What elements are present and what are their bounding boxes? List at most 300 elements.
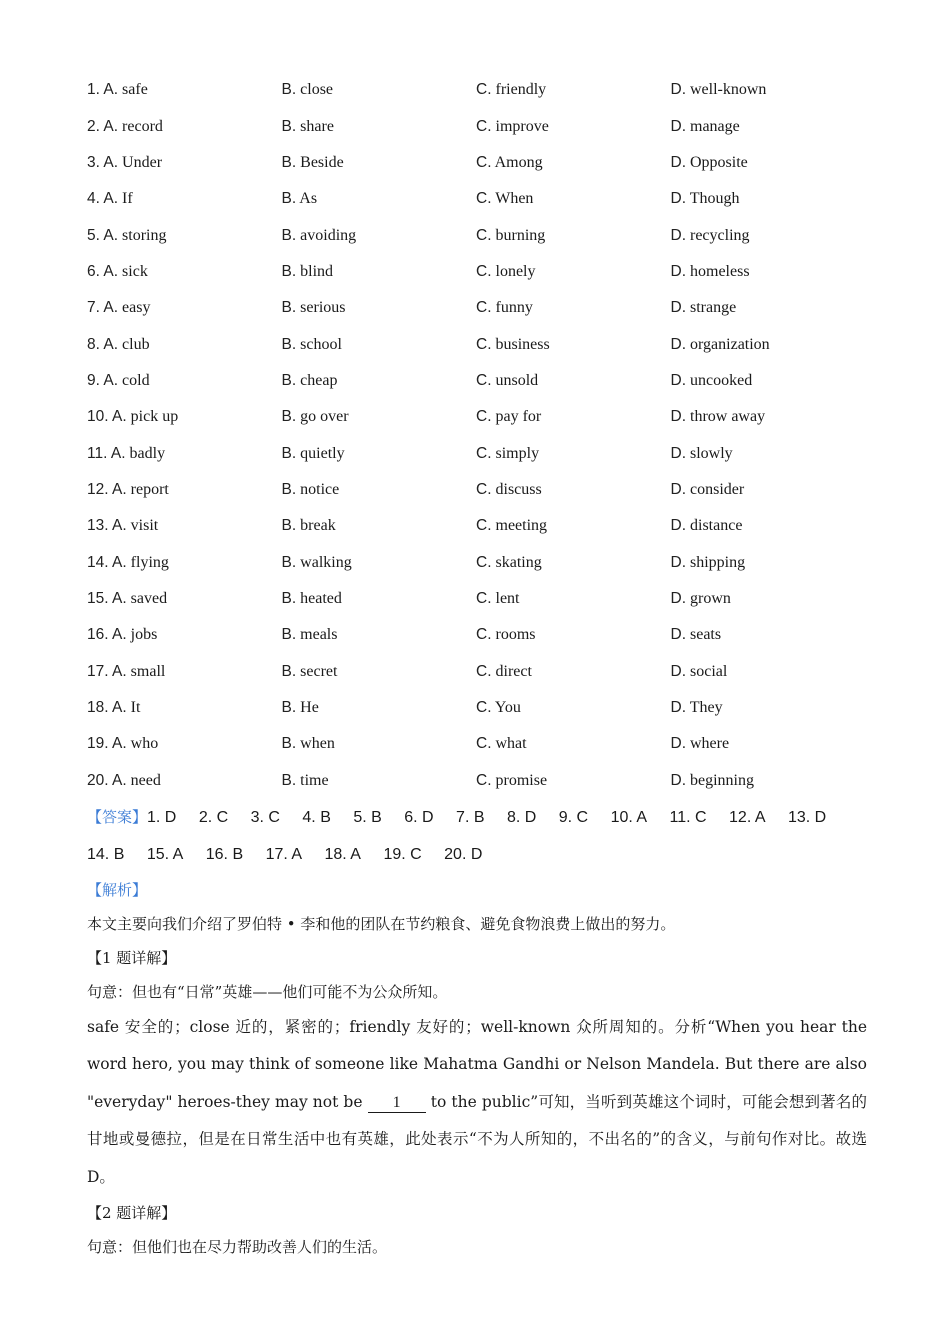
option-label — [282, 372, 297, 389]
option-text: simply — [495, 444, 540, 462]
option-b — [282, 81, 477, 99]
option-label — [476, 118, 492, 135]
option-a — [87, 735, 282, 753]
option-b — [282, 517, 477, 535]
option-letter: A. — [103, 226, 119, 244]
option-letter: D. — [670, 81, 686, 99]
answer-item: 20. D — [444, 845, 483, 863]
option-letter: A. — [112, 699, 127, 717]
option-letter: A. — [103, 335, 119, 353]
answer-item: 3. C — [250, 808, 280, 826]
option-d — [671, 590, 866, 608]
option-text: notice — [300, 480, 340, 498]
option-text: visit — [130, 517, 159, 535]
option-c — [476, 445, 671, 463]
option-label — [282, 227, 297, 244]
option-text: small — [130, 662, 166, 680]
option-label — [476, 372, 492, 389]
question-number: 1. — [87, 81, 100, 99]
answer-section — [87, 799, 867, 873]
option-text: school — [300, 335, 342, 353]
option-text: lent — [495, 589, 520, 607]
option-text: report — [130, 480, 169, 498]
option-c — [476, 735, 671, 753]
option-letter: D. — [670, 371, 686, 389]
option-row — [87, 326, 867, 362]
option-letter: A. — [112, 408, 127, 426]
option-letter: D. — [670, 553, 686, 571]
answer-item: 7. B — [456, 808, 485, 826]
answer-item: 19. C — [383, 845, 422, 863]
option-letter: A. — [103, 262, 119, 280]
option-row — [87, 363, 867, 399]
option-text: blind — [300, 262, 334, 280]
option-label — [282, 699, 297, 716]
answer-item: 9. C — [558, 808, 589, 826]
option-letter: D. — [670, 589, 686, 607]
question-number: 3. — [87, 153, 100, 171]
option-label — [476, 263, 492, 280]
option-d — [671, 663, 866, 681]
option-label — [476, 81, 492, 98]
option-text: time — [300, 771, 329, 789]
q1-detail-tag: 【1 题详解】 — [87, 948, 177, 967]
option-label — [282, 299, 297, 316]
option-label — [671, 154, 687, 171]
option-letter: A. — [103, 153, 119, 171]
answer-item: 12. A — [729, 808, 766, 826]
option-text: club — [122, 335, 150, 353]
option-label — [476, 772, 492, 789]
option-label — [671, 663, 687, 680]
option-letter: B. — [281, 589, 297, 607]
option-label — [87, 190, 118, 207]
option-text: When — [495, 190, 534, 208]
option-label — [671, 81, 687, 98]
option-a — [87, 118, 282, 136]
option-label — [476, 154, 492, 171]
option-letter: C. — [476, 335, 492, 353]
option-letter: A. — [110, 444, 126, 462]
option-letter: C. — [476, 299, 492, 317]
option-c — [476, 626, 671, 644]
option-label — [87, 336, 118, 353]
analysis-summary: 本文主要向我们介绍了罗伯特 • 李和他的团队在节约粮食、避免食物浪费上做出的努力。 — [87, 914, 676, 933]
option-label — [671, 517, 687, 534]
option-letter: D. — [670, 408, 686, 426]
question-number: 18. — [87, 699, 109, 717]
option-letter: D. — [670, 117, 686, 135]
option-d — [671, 118, 866, 136]
option-a — [87, 190, 282, 208]
option-d — [671, 408, 866, 426]
option-letter: A. — [103, 371, 119, 389]
option-c — [476, 590, 671, 608]
option-letter: C. — [476, 589, 492, 607]
option-text: recycling — [690, 226, 750, 244]
option-text: easy — [122, 299, 151, 317]
option-letter: B. — [281, 444, 297, 462]
option-c — [476, 263, 671, 281]
option-label — [282, 445, 297, 462]
option-letter: B. — [281, 299, 297, 317]
answer-item: 1. D — [147, 808, 177, 826]
option-label — [87, 154, 118, 171]
option-text: shipping — [690, 553, 746, 571]
option-text: badly — [129, 444, 166, 462]
option-label — [87, 590, 127, 607]
option-d — [671, 336, 866, 354]
option-letter: C. — [476, 117, 492, 135]
option-d — [671, 372, 866, 390]
option-label — [282, 735, 297, 752]
option-row — [87, 763, 867, 799]
option-label — [282, 772, 297, 789]
option-text: pick up — [130, 408, 179, 426]
option-a — [87, 554, 282, 572]
option-label — [282, 517, 297, 534]
answer-item: 4. B — [302, 808, 331, 826]
option-text: saved — [130, 589, 168, 607]
option-text: consider — [690, 480, 745, 498]
option-b — [282, 190, 477, 208]
option-a — [87, 299, 282, 317]
option-label — [87, 263, 118, 280]
option-text: direct — [495, 662, 532, 680]
option-text: cold — [122, 371, 150, 389]
option-c — [476, 227, 671, 245]
option-text: what — [495, 735, 527, 753]
answer-item: 14. B — [87, 845, 125, 863]
option-b — [282, 372, 477, 390]
option-text: burning — [495, 226, 546, 244]
option-d — [671, 517, 866, 535]
option-label — [282, 81, 297, 98]
option-letter: B. — [281, 408, 297, 426]
option-letter: C. — [476, 226, 492, 244]
option-c — [476, 517, 671, 535]
question-number: 4. — [87, 190, 100, 208]
option-b — [282, 299, 477, 317]
option-label — [87, 118, 118, 135]
option-text: cheap — [300, 371, 338, 389]
option-b — [282, 663, 477, 681]
option-letter: D. — [670, 517, 686, 535]
option-text: As — [299, 190, 318, 208]
option-letter: B. — [281, 262, 297, 280]
option-c — [476, 336, 671, 354]
options-list — [87, 72, 867, 799]
option-a — [87, 372, 282, 390]
option-text: organization — [690, 335, 770, 353]
option-row — [87, 654, 867, 690]
option-b — [282, 590, 477, 608]
option-letter: D. — [670, 699, 686, 717]
option-letter: C. — [476, 662, 492, 680]
option-row — [87, 290, 867, 326]
question-number: 20. — [87, 771, 109, 789]
option-letter: B. — [281, 190, 297, 208]
option-text: jobs — [130, 626, 158, 644]
option-text: Opposite — [690, 153, 748, 171]
option-letter: B. — [281, 371, 297, 389]
option-label — [476, 299, 492, 316]
option-letter: B. — [281, 517, 297, 535]
option-label — [282, 590, 297, 607]
option-letter: A. — [112, 517, 127, 535]
option-label — [87, 299, 118, 316]
option-label — [87, 372, 118, 389]
option-row — [87, 254, 867, 290]
option-label — [476, 190, 492, 207]
option-label — [87, 735, 127, 752]
option-b — [282, 699, 477, 717]
option-c — [476, 481, 671, 499]
option-text: distance — [690, 517, 743, 535]
option-letter: C. — [476, 480, 492, 498]
option-letter: B. — [281, 335, 297, 353]
option-text: funny — [495, 299, 533, 317]
option-letter: B. — [281, 553, 297, 571]
option-letter: B. — [281, 735, 297, 753]
answer-item: 5. B — [353, 808, 382, 826]
option-text: improve — [495, 117, 549, 135]
option-text: avoiding — [300, 226, 357, 244]
option-a — [87, 227, 282, 245]
option-label — [87, 517, 127, 534]
option-letter: B. — [281, 480, 297, 498]
option-label — [671, 299, 687, 316]
option-letter: D. — [670, 190, 686, 208]
option-label — [476, 336, 492, 353]
option-text: meeting — [495, 517, 548, 535]
option-text: discuss — [495, 480, 542, 498]
option-label — [671, 408, 687, 425]
option-letter: D. — [670, 735, 686, 753]
q1-sentence: 句意：但也有“日常”英雄——他们可能不为公众所知。 — [87, 982, 448, 1001]
option-d — [671, 445, 866, 463]
option-text: go over — [300, 408, 349, 426]
option-label — [476, 735, 492, 752]
option-c — [476, 663, 671, 681]
option-c — [476, 554, 671, 572]
option-text: meals — [300, 626, 338, 644]
option-letter: B. — [281, 81, 297, 99]
option-label — [87, 699, 127, 716]
option-letter: A. — [103, 299, 119, 317]
option-letter: D. — [670, 626, 686, 644]
answer-item: 6. D — [404, 808, 434, 826]
option-text: secret — [300, 662, 338, 680]
option-text: strange — [690, 299, 737, 317]
question-number: 13. — [87, 517, 109, 535]
option-row — [87, 72, 867, 108]
answer-items — [87, 809, 844, 863]
option-text: business — [495, 335, 550, 353]
option-text: serious — [300, 299, 346, 317]
q2-detail-tag: 【2 题详解】 — [87, 1204, 177, 1223]
option-b — [282, 154, 477, 172]
option-c — [476, 408, 671, 426]
option-letter: C. — [476, 553, 492, 571]
option-text: Among — [494, 153, 543, 171]
option-text: homeless — [690, 262, 750, 280]
option-label — [282, 336, 297, 353]
option-letter: B. — [281, 626, 297, 644]
option-text: rooms — [495, 626, 536, 644]
option-d — [671, 554, 866, 572]
option-row — [87, 617, 867, 653]
option-c — [476, 772, 671, 790]
option-letter: D. — [670, 226, 686, 244]
option-letter: A. — [112, 553, 127, 571]
answer-item: 8. D — [506, 808, 537, 826]
option-b — [282, 554, 477, 572]
q1-explain-part1: safe 安全的；close 近的，紧密的；friendly 友好的；well-known 众所周知的。分析“When you hear the word hero, you may think of someone like Mahatma Gandhi or Nelson Mandela. But there are also "everyday" heroes-they may not be — [87, 1017, 867, 1111]
option-d — [671, 190, 866, 208]
answer-item: 10. A — [610, 808, 648, 826]
option-a — [87, 590, 282, 608]
option-row — [87, 181, 867, 217]
option-a — [87, 699, 282, 717]
option-text: close — [300, 81, 334, 99]
option-label — [476, 517, 492, 534]
option-row — [87, 508, 867, 544]
option-letter: C. — [476, 626, 492, 644]
option-row — [87, 399, 867, 435]
option-text: need — [130, 771, 161, 789]
option-letter: D. — [670, 771, 686, 789]
option-label — [282, 154, 297, 171]
option-letter: D. — [670, 262, 686, 280]
option-b — [282, 227, 477, 245]
option-letter: A. — [112, 771, 127, 789]
option-letter: D. — [670, 299, 686, 317]
option-label — [87, 408, 127, 425]
question-number: 15. — [87, 589, 109, 607]
answer-tag: 【答案】 — [87, 807, 148, 826]
option-label — [671, 227, 687, 244]
answer-item: 11. C — [669, 808, 707, 826]
option-text: friendly — [495, 81, 547, 99]
option-letter: A. — [103, 81, 119, 99]
option-a — [87, 445, 282, 463]
option-label — [282, 626, 297, 643]
option-text: record — [122, 117, 163, 135]
option-letter: C. — [476, 699, 492, 717]
option-label — [87, 554, 127, 571]
question-number: 8. — [87, 335, 100, 353]
option-a — [87, 517, 282, 535]
option-letter: A. — [112, 480, 127, 498]
option-a — [87, 154, 282, 172]
q1-explain-part2: to the public”可知，当听到英雄这个词时，可能会想到著名的甘地或曼德拉，但是在日常生活中也有英雄，此处表示“不为人所知的，不出名的”的含义，与前句作对比。故选 D。 — [87, 1092, 867, 1186]
question-number: 16. — [87, 626, 109, 644]
option-text: quietly — [300, 444, 345, 462]
option-b — [282, 445, 477, 463]
option-text: sick — [122, 262, 148, 280]
question-number: 10. — [87, 408, 109, 426]
option-text: skating — [495, 553, 542, 571]
question-number: 2. — [87, 117, 100, 135]
option-text: slowly — [690, 444, 733, 462]
option-text: They — [689, 699, 723, 717]
option-a — [87, 663, 282, 681]
option-c — [476, 81, 671, 99]
option-label — [671, 336, 687, 353]
option-text: If — [122, 190, 133, 208]
option-text: Under — [122, 153, 163, 171]
q2-sentence: 句意：但他们也在尽力帮助改善人们的生活。 — [87, 1238, 388, 1257]
option-letter: C. — [476, 190, 492, 208]
option-letter: C. — [476, 81, 492, 99]
option-label — [282, 408, 297, 425]
question-number: 19. — [87, 735, 109, 753]
option-text: lonely — [495, 262, 536, 280]
option-c — [476, 190, 671, 208]
option-letter: C. — [476, 444, 492, 462]
option-d — [671, 699, 866, 717]
option-text: where — [690, 735, 730, 753]
option-text: break — [300, 517, 336, 535]
option-row — [87, 435, 867, 471]
option-b — [282, 772, 477, 790]
option-label — [476, 227, 492, 244]
q1-explanation — [87, 1009, 867, 1197]
option-text: grown — [690, 589, 731, 607]
option-letter: A. — [112, 662, 127, 680]
option-text: walking — [300, 553, 352, 571]
answer-item: 15. A — [146, 845, 184, 863]
option-a — [87, 81, 282, 99]
option-label — [87, 772, 127, 789]
option-letter: B. — [281, 662, 297, 680]
option-text: uncooked — [690, 371, 753, 389]
option-label — [476, 554, 492, 571]
option-text: Beside — [300, 153, 344, 171]
option-label — [671, 372, 687, 389]
option-label — [671, 772, 687, 789]
option-label — [671, 190, 687, 207]
option-text: promise — [495, 771, 548, 789]
option-letter: D. — [670, 480, 686, 498]
option-b — [282, 118, 477, 136]
analysis-tag: 【解析】 — [87, 880, 148, 899]
option-b — [282, 263, 477, 281]
option-label — [671, 554, 687, 571]
option-letter: B. — [281, 226, 297, 244]
option-a — [87, 772, 282, 790]
option-text: heated — [300, 589, 342, 607]
option-c — [476, 699, 671, 717]
question-number: 12. — [87, 480, 109, 498]
option-b — [282, 408, 477, 426]
question-number: 14. — [87, 553, 109, 571]
option-label — [87, 626, 127, 643]
option-d — [671, 154, 866, 172]
answer-item: 2. C — [198, 808, 229, 826]
option-d — [671, 263, 866, 281]
option-text: You — [494, 699, 521, 717]
option-text: social — [690, 662, 728, 680]
option-label — [671, 481, 687, 498]
option-text: throw away — [690, 408, 766, 426]
option-label — [282, 554, 297, 571]
option-letter: A. — [112, 626, 127, 644]
option-label — [87, 663, 127, 680]
option-letter: C. — [476, 735, 492, 753]
option-label — [476, 626, 492, 643]
